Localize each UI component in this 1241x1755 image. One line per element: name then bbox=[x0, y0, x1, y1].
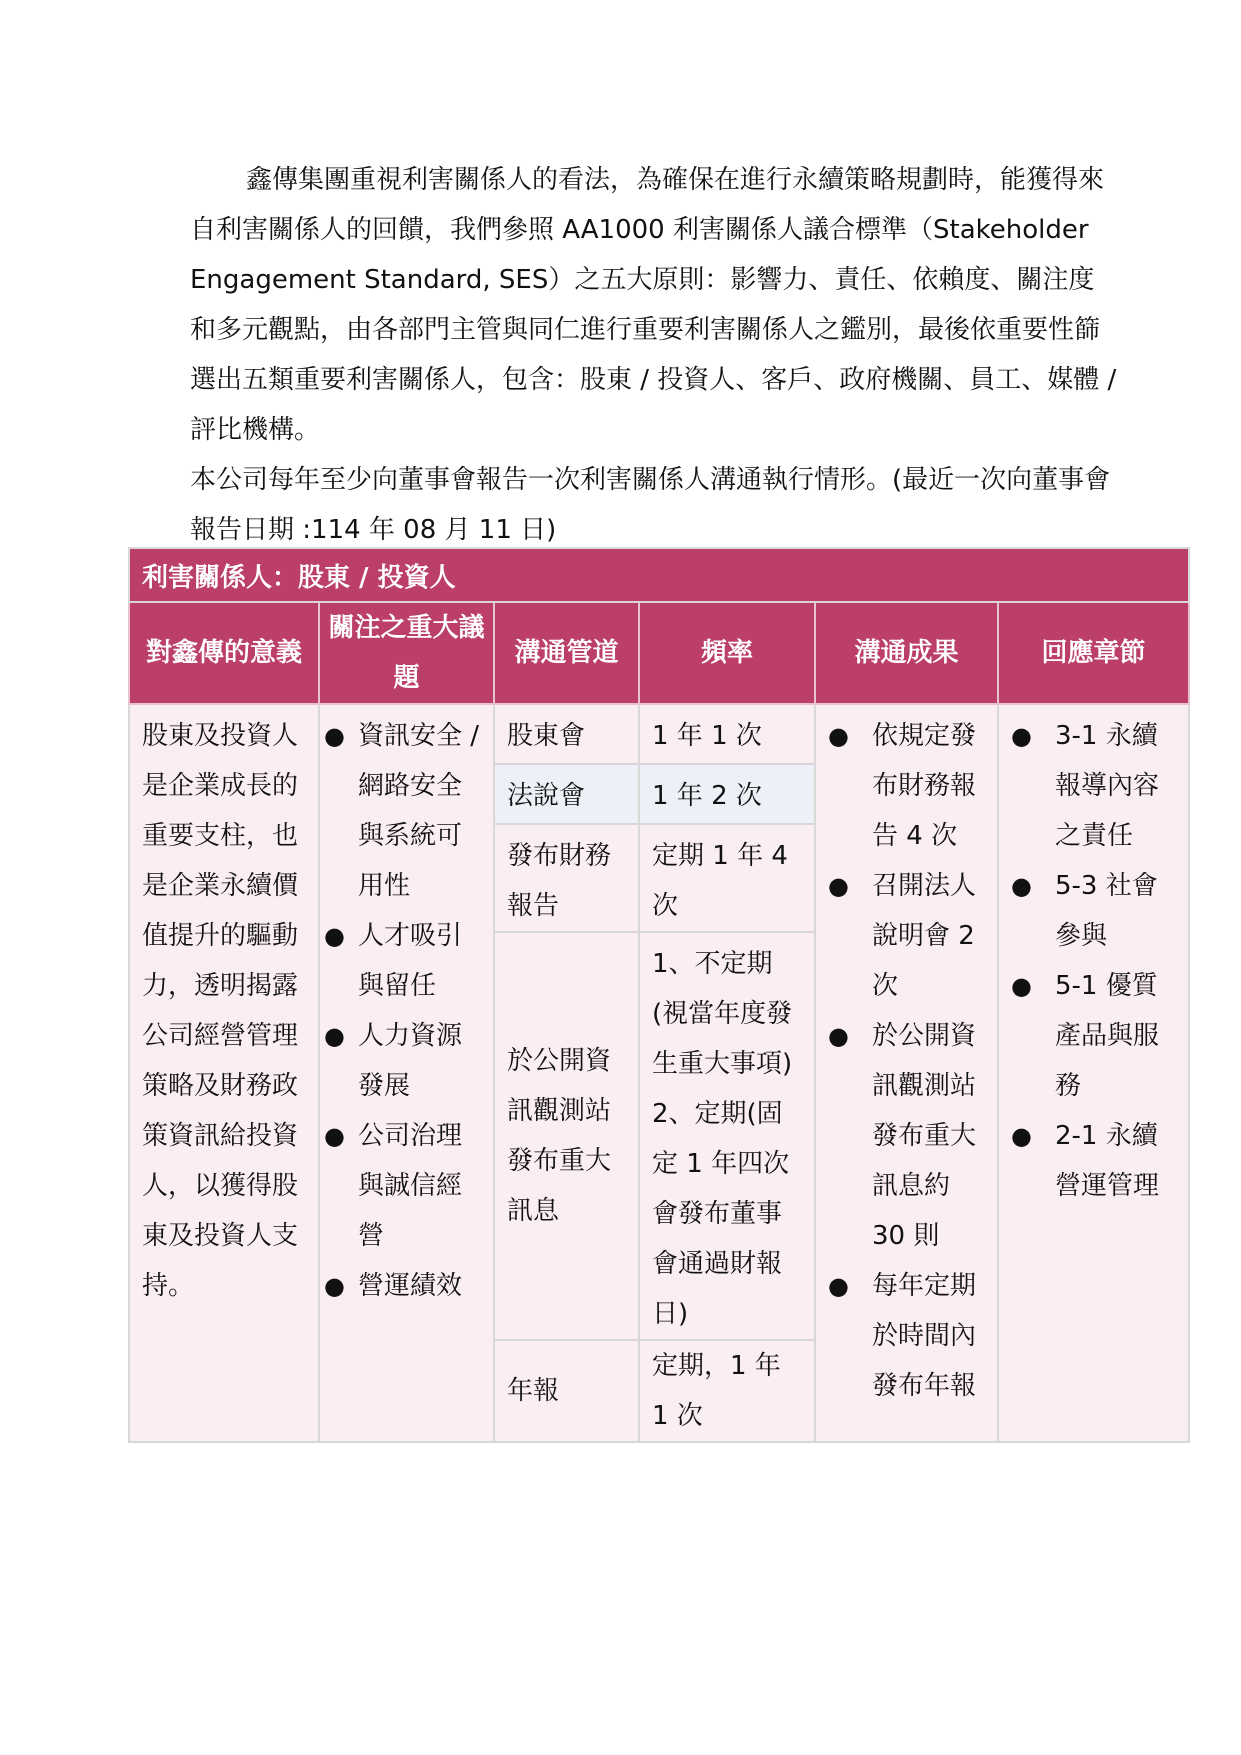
chapters-list bbox=[1011, 711, 1178, 1211]
issue-item: ● 人力資源發展 bbox=[330, 1011, 483, 1111]
issues-cell bbox=[319, 704, 494, 1442]
chapter-item: ● 5-3 社會參與 bbox=[1011, 861, 1178, 961]
chapter-item: ● 2-1 永續營運管理 bbox=[1011, 1111, 1178, 1211]
issue-item: ● 資訊安全 / 網路安全與系統可用性 bbox=[330, 711, 483, 911]
frequency-cell: 1、不定期(視當年度發生重大事項) 2、定期(固定 1 年四次會發布董事會通過財報日) bbox=[639, 932, 815, 1340]
header-results: 溝通成果 bbox=[815, 602, 998, 704]
result-item: ● 於公開資訊觀測站發布重大訊息約 30 則 bbox=[828, 1011, 987, 1261]
intro-paragraph-1: 鑫傳集團重視利害關係人的看法，為確保在進行永續策略規劃時，能獲得來自利害關係人的回饋，我們參照 AA1000 利害關係人議合標準（Stakeholder Engagement Standard, SES）之五大原則：影響力、責任、依賴度、關注度和多元觀點，由各部門主管與同仁進行重要利害關係人之鑑別，最後依重要性篩選出五類重要利害關係人，包含：股東 / 投資人、客戶、政府機關、員工、媒體 / 評比機構。 bbox=[190, 165, 1117, 445]
frequency-cell: 定期，1 年 1 次 bbox=[639, 1340, 815, 1442]
channel-cell: 股東會 bbox=[494, 704, 639, 764]
channel-cell: 法說會 bbox=[494, 764, 639, 824]
intro-paragraph-2: 本公司每年至少向董事會報告一次利害關係人溝通執行情形。(最近一次向董事會報告日期 :114 年 08 月 11 日) bbox=[190, 465, 1111, 545]
stakeholder-table bbox=[128, 547, 1190, 1443]
issue-item: ● 營運績效 bbox=[330, 1261, 483, 1311]
issues-list bbox=[330, 711, 483, 1311]
issue-item: ● 人才吸引與留任 bbox=[330, 911, 483, 1011]
frequency-cell: 1 年 1 次 bbox=[639, 704, 815, 764]
table-title: 利害關係人：股東 / 投資人 bbox=[129, 548, 1189, 602]
frequency-cell: 1 年 2 次 bbox=[639, 764, 815, 824]
significance-cell: 股東及投資人是企業成長的重要支柱，也是企業永續價值提升的驅動力，透明揭露公司經營管理策略及財務政策資訊給投資人，以獲得股東及投資人支持。 bbox=[129, 704, 319, 1442]
header-frequency: 頻率 bbox=[639, 602, 815, 704]
header-chapters: 回應章節 bbox=[998, 602, 1189, 704]
channel-cell: 於公開資訊觀測站發布重大訊息 bbox=[494, 932, 639, 1340]
results-cell bbox=[815, 704, 998, 1442]
chapter-item: ● 3-1 永續報導內容之責任 bbox=[1011, 711, 1178, 861]
channel-cell: 年報 bbox=[494, 1340, 639, 1442]
header-significance: 對鑫傳的意義 bbox=[129, 602, 319, 704]
result-item: ● 每年定期於時間內發布年報 bbox=[828, 1261, 987, 1411]
chapters-cell bbox=[998, 704, 1189, 1442]
channel-cell: 發布財務報告 bbox=[494, 824, 639, 932]
result-item: ● 依規定發布財務報告 4 次 bbox=[828, 711, 987, 861]
results-list bbox=[828, 711, 987, 1411]
header-issues: 關注之重大議題 bbox=[319, 602, 494, 704]
frequency-cell: 定期 1 年 4 次 bbox=[639, 824, 815, 932]
intro-text bbox=[190, 155, 1120, 555]
header-channels: 溝通管道 bbox=[494, 602, 639, 704]
chapter-item: ● 5-1 優質產品與服務 bbox=[1011, 961, 1178, 1111]
result-item: ● 召開法人說明會 2 次 bbox=[828, 861, 987, 1011]
issue-item: ● 公司治理與誠信經營 bbox=[330, 1111, 483, 1261]
